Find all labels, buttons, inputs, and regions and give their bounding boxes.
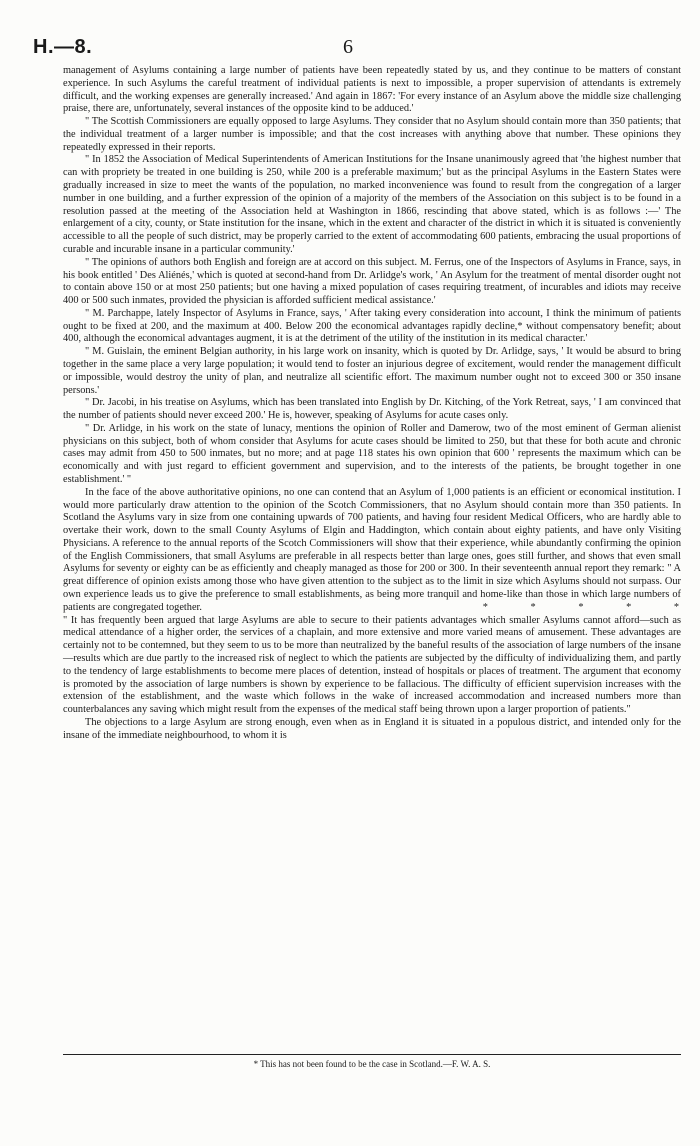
footnote: * This has not been found to be the case in Scotland.—F. W. A. S. (253, 1059, 491, 1069)
paragraph-with-ellipsis (63, 487, 681, 615)
paragraph: " It has frequently been argued that large Asylums are able to secure to their patients advantages which smaller Asylums cannot afford—such as medical attendance of a higher order, the services of a chaplain, and more extensive and more varied means of amusement. These advantages are certainly not to be contemned, but they seem to us to be more than neutralized by the baneful results of the association of large numbers of the insane—results which are due partly to the increased risk of neglect to which the patients are subjected by the difficulty of individualizing them, and partly to the tendency of large establishments to become mere places of detention, instead of hospitals or places of treatment. The argument that economy is promoted by the association of large numbers is shown by experience to be fallacious. The difficulty of efficient supervision increases with the extension of the establishment, and the waste which follows in the wake of increased accommodation and increased numbers more than counterbalances any saving which might result from the expenses of the medical staff being thrown upon a larger proportion of patients." (63, 614, 681, 716)
paragraph: management of Asylums containing a large number of patients have been repeatedly stated by us, and they continue to be matters of constant experience. In such Asylums the careful treatment of individual patients is next to impossible, a proper supervision of attendants is extremely difficult, and the working expenses are generally increased.' And again in 1867: 'For every instance of an Asylum above the middle size challenging praise, there are, unfortunately, several instances of the opposite kind to be adduced.' (63, 65, 681, 115)
paragraph: The objections to a large Asylum are strong enough, even when as in England it is situated in a populous district, and intended only for the insane of the immediate neighbourhood, to whom it is (63, 716, 681, 741)
paragraph: " Dr. Jacobi, in his treatise on Asylums, which has been translated into English by Dr. Kitching, of the York Retreat, says, ' I am convinced that the number of patients should never exceed 200.' He is, however, speaking of Asylums for acute cases only. (63, 397, 681, 422)
paragraph-text: In the face of the above authoritative opinions, no one can contend that an Asylum of 1,000 patients is an efficient or economical institution. I would more particularly draw attention to the opinion of the Scotch Commissioners, that no Asylum should contain more than 350 patients. In Scotland the Asylums vary in size from one containing upwards of 700 patients, and having four resident Medical Officers, who are hardly able to overtake their work, down to the small County Asylums of Elgin and Haddington, which contain about eighty patients, and have only Visiting Physicians. A reference to the annual reports of the Scotch Commissioners will show that their experience, while abundantly confirming the opinion of the English Commissioners, that small Asylums are preferable in all respects better than large ones, goes still further, and shows that even small Asylums for seventy or eighty can be as efficiently and cheaply managed as those for 200 or 300. In their seventeenth annual report they remark: " A great difference of opinion exists among those who have given attention to the subject as to the limit in size which Asylums should not surpass. Our own experience leads us to give the preference to small establishments, as being more tranquil and home-like than those in which large numbers of patients are congregated together. (63, 486, 681, 613)
body-text (63, 65, 681, 742)
footnote-divider (63, 1054, 681, 1055)
page-number: 6 (343, 36, 353, 58)
paragraph: " In 1852 the Association of Medical Superintendents of American Institutions for the Insane unanimously agreed that 'the highest number that can with propriety be treated in one building is 250, while 200 is a preferable maximum;' but as the principal Asylums in the Eastern States were gradually increased in size to meet the wants of the population, no marked inconvenience was found to result from the congregation of a larger number in one building, and a further expression of the opinion of a majority of the members of the Association on this subject is to be found in a resolution passed at the meeting of the Association held at Washington in 1866, rescinding that above stated, which is as follows :—' The enlargement of a city, county, or State institution for the insane, which in the extent and character of the district in which it is situated is conveniently accessible to all the people of such district, may be properly carried to the extent of accommodating 600 patients, embracing the usual proportions of curable and incurable insane in a particular community.' (63, 154, 681, 255)
series-code: H.—8. (33, 36, 93, 58)
paragraph: " M. Guislain, the eminent Belgian authority, in his large work on insanity, which is quoted by Dr. Arlidge, says, ' It would be absurd to bring together in the same place a very large population; it would tend to foster an injurious degree of excitement, would render the management difficult or impossible, would destroy the unity of plan, and neutralize all scientific effort. The maximum number ought not to exceed 300 or 350 insane persons.' (63, 346, 681, 396)
paragraph: " The opinions of authors both English and foreign are at accord on this subject. M. Ferrus, one of the Inspectors of Asylums in France, says, in his book entitled ' Des Aliénés,' which is quoted at second-hand from Dr. Arlidge's work, ' An Asylum for the treatment of mental disorder ought not to contain above 150 or at most 250 patients; but one having a mixed population of cases requiring treatment, of incurables and idiots may receive 400 or 500 such inmates, provided the physician is afforded sufficient medical assistance.' (63, 256, 681, 307)
paragraph: " Dr. Arlidge, in his work on the state of lunacy, mentions the opinion of Roller and Damerow, two of the most eminent of German alienist physicians on this subject, both of whom consider that Asylums for acute cases should be limited to 250, but that these for both acute and chronic cases may admit from 450 to 500 inmates, but no more; and at page 118 states his own opinion that 600 ' represents the maximum which can be economically and with just regard to efficient government and supervision, and to the interests of the patients, be brought together in one establishment.' " (63, 422, 681, 485)
paragraph: " M. Parchappe, lately Inspector of Asylums in France, says, ' After taking every consideration into account, I think the minimum of patients ought to be fixed at 200, and the maximum at 400. Below 200 the economical advantages rapidly decline,* without compensatory benefit; about 400, although the economical advantages augment, it is at the detriment of the utility of the institution in its medical character.' (63, 307, 681, 345)
paragraph: " The Scottish Commissioners are equally opposed to large Asylums. They consider that no Asylum should contain more than 350 patients; that the individual treatment of a larger number is impossible; and that the cost increases with anything above that number. These opinions they repeatedly expressed in their reports. (63, 116, 681, 153)
ellipsis-stars: * * * * * (482, 601, 679, 613)
